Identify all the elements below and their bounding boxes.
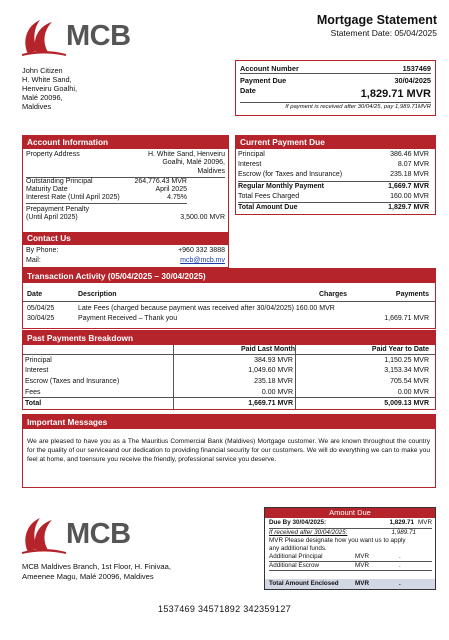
table-row [23, 302, 435, 313]
contact-section [22, 232, 229, 268]
important-messages-body: We are pleased to have you as a The Mauritius Commercial Bank (Maldives) Mortgage customer. We are known throughout the country for the quality of our serviceand our dedication to providing financial security for our customers. We will do everything we can to make you feel at home, and toensure you receive the friendly, professional service you deserve. [27, 438, 430, 463]
address-line: H. White Sand, [22, 75, 72, 84]
additional-escrow-currency: MVR [355, 562, 369, 569]
date-label: Date [240, 86, 256, 95]
due-by-amount: 1,829.71 [389, 519, 414, 526]
outstanding-principal-value: 264,776.43 MVR [134, 178, 187, 185]
additional-principal-label: Additional Principal [269, 553, 323, 560]
payment-due-row [240, 74, 431, 86]
date-amount-row [240, 86, 431, 102]
loan-details [26, 178, 225, 204]
additional-escrow-label: Additional Escrow [269, 562, 320, 569]
interest-rate-value: 4.75% [167, 194, 187, 202]
phone-link[interactable]: +960 332 3888 [178, 247, 225, 254]
account-number-label: Account Number [240, 63, 299, 73]
past-payments-section [22, 330, 436, 410]
due-by-unit: MVR [418, 519, 432, 526]
regular-payment-row [238, 182, 429, 192]
account-summary-box [235, 60, 436, 116]
transaction-date: 05/04/25 [27, 305, 55, 312]
mcb-footer-logo [20, 512, 132, 558]
table-row [23, 355, 435, 366]
table-row [23, 313, 435, 324]
phone-label: By Phone: [26, 247, 59, 254]
maturity-date-label: Maturity Date [26, 186, 68, 194]
contact-heading: Contact Us [23, 232, 228, 245]
late-amount-value: 1,989.71 [391, 528, 416, 536]
regular-payment-label: Regular Monthly Payment [238, 182, 324, 190]
branch-address-line: Ameenee Magu, Malé 20096, Maldives [22, 571, 154, 581]
total-enclosed-field[interactable]: . [399, 580, 401, 587]
column-header-payments: Payments [395, 291, 429, 298]
current-interest-row [238, 160, 429, 170]
account-information-heading: Account Information [23, 136, 228, 149]
logo-text: MCB [66, 518, 131, 550]
important-messages-section [22, 414, 436, 488]
important-messages-heading: Important Messages [23, 415, 435, 429]
paid-year-to-date-value: 1,150.25 MVR [384, 356, 429, 364]
property-address-line: H. White Sand, Henveiru [147, 151, 225, 158]
mcb-logo-mark-icon [20, 14, 68, 60]
fees-charged-value: 160.00 MVR [390, 192, 429, 200]
current-principal-row [238, 150, 429, 160]
property-address-row [26, 151, 225, 178]
account-number-value: 1537469 [402, 63, 431, 73]
payment-due-label: Payment Due [240, 75, 287, 85]
maturity-date-row [26, 186, 187, 194]
page-title: Mortgage Statement [316, 13, 437, 27]
table-row [23, 366, 435, 377]
outstanding-principal-label: Outstanding Principal [26, 178, 93, 185]
prepayment-penalty-label: Prepayment Penalty [26, 205, 90, 213]
paid-last-month-value: 1,669.71 MVR [248, 399, 293, 407]
transaction-activity-section [22, 268, 436, 329]
current-payment-section [235, 135, 436, 215]
past-payments-rows [23, 355, 435, 408]
transaction-activity-heading: Transaction Activity (05/04/2025 – 30/04/2025) [23, 269, 435, 283]
additional-escrow-field[interactable]: . [399, 562, 401, 569]
current-escrow-value: 235.18 MVR [390, 171, 429, 179]
outstanding-principal-row [26, 178, 187, 186]
branch-address-line: MCB Maldives Branch, 1st Floor, H. Finivaa, [22, 562, 171, 571]
column-header-paid-year-to-date: Paid Year to Date [371, 346, 429, 353]
total-enclosed-currency: MVR [355, 580, 369, 587]
due-by-label: Due By 30/04/2025: [269, 519, 327, 526]
current-payment-heading: Current Payment Due [236, 136, 435, 149]
address-line: Maldives [22, 102, 52, 111]
total-amount-due-row [238, 203, 429, 213]
total-enclosed-label: Total Amount Enclosed [269, 580, 339, 587]
column-header-date: Date [27, 291, 43, 298]
address-line: John Citizen [22, 66, 63, 75]
transaction-description: Payment Received – Thank you [78, 315, 178, 322]
paid-year-to-date-value: 3,153.34 MVR [384, 367, 429, 375]
transaction-description: Late Fees (charged because payment was received after 30/04/2025) 160.00 MVR [78, 305, 335, 312]
additional-funds-note: MVR Please designate how you want us to apply any additional funds. [269, 537, 406, 552]
phone-row [26, 246, 225, 256]
paid-last-month-value: 384.93 MVR [254, 356, 293, 364]
late-amount-label: If received after 30/04/2025: [269, 528, 348, 536]
additional-escrow-row[interactable] [269, 562, 432, 571]
paid-last-month-value: 1,049.60 MVR [248, 367, 293, 375]
past-payments-heading: Past Payments Breakdown [23, 331, 435, 345]
past-payments-header-row [23, 345, 435, 355]
column-header-paid-last-month: Paid Last Month [240, 346, 295, 353]
column-divider [295, 345, 296, 409]
paid-year-to-date-value: 0.00 MVR [397, 388, 429, 396]
current-principal-value: 386.46 MVR [390, 151, 429, 158]
address-line: Henveiru Goalhi, [22, 84, 78, 93]
past-payment-label: Escrow (Taxes and Insurance) [25, 378, 120, 386]
account-information-section [22, 135, 229, 234]
total-amount-due-label: Total Amount Due [238, 204, 298, 212]
statement-date: Statement Date: 05/04/2025 [330, 28, 437, 38]
current-interest-label: Interest [238, 161, 262, 169]
table-row [23, 377, 435, 388]
scan-line-code: 1537469 34571892 342359127 [158, 604, 291, 614]
current-escrow-label: Escrow (for Taxes and Insurance) [238, 171, 343, 179]
mail-label: Mail: [26, 257, 41, 264]
payment-due-value: 30/04/2025 [394, 75, 431, 85]
late-payment-note: If payment is received after 30/04/25, pay 1,989.71MVR [240, 102, 431, 110]
column-header-description: Description [78, 291, 117, 298]
table-row [23, 387, 435, 398]
current-interest-value: 8.07 MVR [397, 161, 429, 169]
column-header-charges: Charges [319, 291, 348, 298]
past-payment-label: Interest [25, 367, 49, 375]
amount-due-value: 1,829.71 MVR [360, 88, 431, 100]
maturity-date-value: April 2025 [155, 186, 187, 194]
total-enclosed-row[interactable] [265, 579, 435, 589]
transaction-payments: 1,669.71 MVR [384, 315, 429, 322]
mcb-logo-mark-icon [20, 512, 68, 558]
property-address-line: Maldives [197, 167, 225, 175]
total-amount-due-value: 1,829.7 MVR [388, 204, 429, 212]
paid-last-month-value: 0.00 MVR [261, 388, 293, 396]
interest-rate-label: Interest Rate (Until April 2025) [26, 194, 120, 202]
mcb-logo [20, 14, 132, 60]
property-address-label: Property Address [26, 151, 80, 158]
current-escrow-row [238, 170, 429, 181]
due-by-row [269, 519, 432, 529]
prepayment-penalty-period: (Until April 2025) [26, 214, 78, 222]
transaction-date: 30/04/25 [27, 315, 55, 322]
additional-principal-currency: MVR [355, 553, 369, 560]
late-amount-row [269, 529, 432, 538]
current-principal-label: Principal [238, 151, 265, 158]
prepayment-penalty-block [26, 206, 225, 223]
paid-year-to-date-value: 705.54 MVR [390, 378, 429, 386]
paid-last-month-value: 235.18 MVR [254, 378, 293, 386]
fees-charged-label: Total Fees Charged [238, 192, 300, 200]
column-divider [173, 345, 174, 409]
regular-payment-value: 1,669.7 MVR [388, 182, 429, 190]
interest-rate-row [26, 194, 187, 203]
prepayment-penalty-row [26, 214, 225, 222]
mail-row [26, 256, 225, 266]
address-line: Malé 20096, [22, 93, 63, 102]
transaction-header-row [23, 283, 435, 302]
property-address-value [148, 151, 225, 176]
table-row [23, 398, 435, 408]
amount-due-heading: Amount Due [265, 508, 435, 518]
logo-text: MCB [66, 20, 131, 52]
email-link[interactable]: mcb@mcb.mv [180, 257, 225, 264]
property-address-line: Goalhi, Malé 20096, [162, 159, 225, 167]
additional-principal-field[interactable]: . [399, 553, 401, 560]
additional-principal-row[interactable] [269, 553, 432, 562]
past-payment-label: Fees [25, 388, 41, 396]
account-number-row [240, 63, 431, 74]
branch-address [22, 562, 171, 581]
mailing-address [22, 66, 77, 111]
prepayment-penalty-value: 3,500.00 MVR [180, 214, 225, 222]
past-payment-label: Total [25, 399, 42, 407]
paid-year-to-date-value: 5,009.13 MVR [384, 399, 429, 407]
amount-due-coupon [264, 507, 436, 590]
fees-charged-row [238, 192, 429, 203]
past-payment-label: Principal [25, 356, 52, 364]
